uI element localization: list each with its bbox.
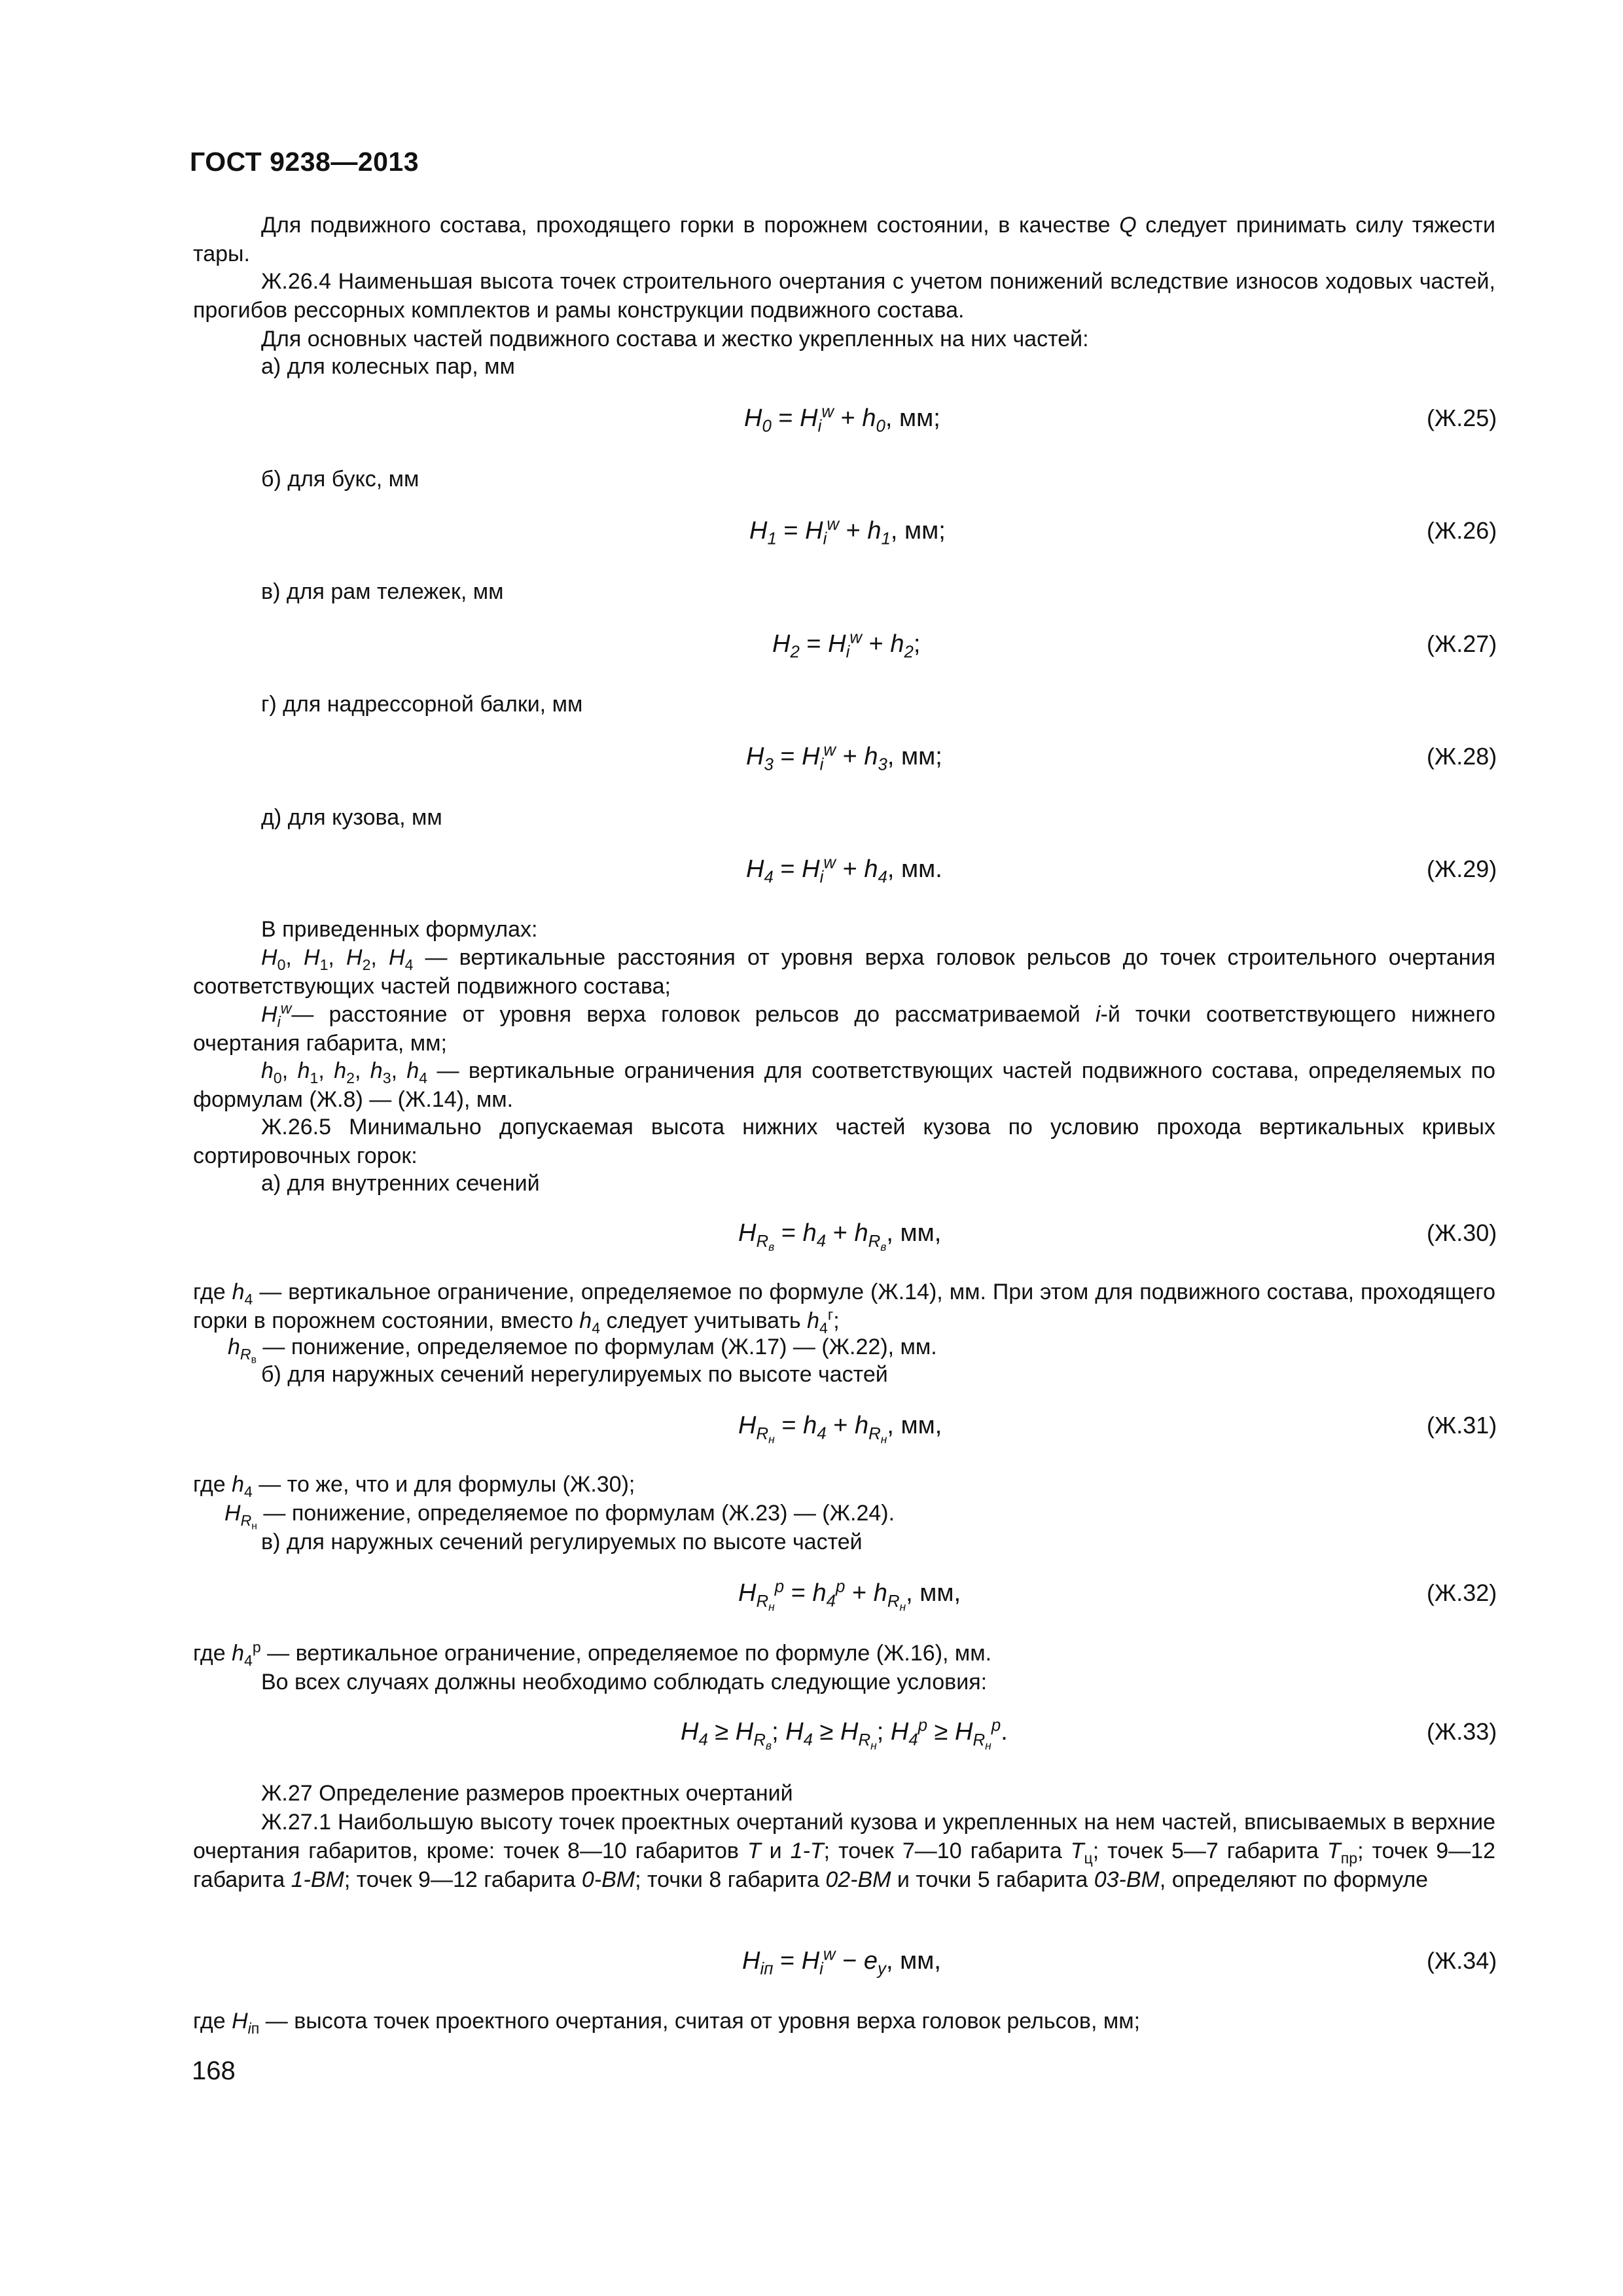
heading-27: Ж.27 Определение размеров проектных очертаний: [261, 1781, 793, 1806]
formula-label-zh26: (Ж.26): [1427, 517, 1497, 544]
where-zh34: где $H_{iп}$ — высота точек проектного очертания, считая от уровня верха головок рельсов, мм;: [193, 2009, 1141, 2037]
formula-zh30: $H_{R_в} = h_4 + h_{R_в}$, мм,: [738, 1219, 942, 1253]
item-v-outer-adjustable: в) для наружных сечений регулируемых по высоте частей: [261, 1530, 863, 1554]
item-g-bolster: г) для надрессорной балки, мм: [261, 692, 583, 717]
formula-zh33: $H_4 \ge H_{R_в}$; $H_4 \ge H_{R_н}$; $H_4^р \ge H_{R_н}^р$.: [681, 1716, 1008, 1752]
formula-zh31: $H_{R_н} = h_4 + h_{R_н}$, мм,: [738, 1412, 942, 1446]
formula-label-zh29: (Ж.29): [1427, 855, 1497, 882]
formula-label-zh32: (Ж.32): [1427, 1579, 1497, 1606]
formula-zh34: $H_{iп} = H_i^w - e_y$, мм,: [742, 1945, 941, 1979]
formula-zh28: $H_3 = H_i^w + h_3$, мм;: [746, 741, 942, 774]
formula-label-zh30: (Ж.30): [1427, 1219, 1497, 1246]
formula-label-zh28: (Ж.28): [1427, 743, 1497, 770]
formula-label-zh27: (Ж.27): [1427, 630, 1497, 657]
item-v-bogie-frames: в) для рам тележек, мм: [261, 579, 504, 604]
paragraph-conditions: Во всех случаях должны необходимо соблюдать следующие условия:: [261, 1670, 988, 1695]
paragraph-tare: Для подвижного состава, проходящего горки в порожнем состоянии, в качестве Q следует принимать силу тяжести тары.: [193, 213, 1495, 266]
item-b-axleboxes: б) для букс, мм: [261, 467, 419, 492]
formula-label-zh34: (Ж.34): [1427, 1947, 1497, 1974]
paragraph-27-1: Ж.27.1 Наибольшую высоту точек проектных очертаний кузова и укрепленных на нем частей, вписываемых в верхние очертания габаритов, кроме: точек 8—10 габаритов Т и 1-Т; точек 7—10 габарита $Т_ц$; точек 5—7 габарита $Т_{пр}$; точек 9—12 габарита 1-ВМ; точек 9—12 габарита 0-ВМ; точки 8 габарита 02-ВМ и точки 5 габарита 03-ВМ, определяют по формуле: [193, 1810, 1496, 1892]
document-header: ГОСТ 9238—2013: [190, 147, 419, 177]
definition-h: $h_0$, $h_1$, $h_2$, $h_3$, $h_4$ — вертикальные ограничения для соответствующих частей подвижного состава, определяемых по формулам (Ж.8) — (Ж.14), мм.: [193, 1058, 1495, 1112]
where-intro: В приведенных формулах:: [261, 917, 538, 942]
page-number: 168: [192, 2056, 236, 2085]
definition-Hw: $H_i^w—$ расстояние от уровня верха головок рельсов до рассматриваемой i-й точки соответствующего нижнего очертания габарита, мм;: [193, 999, 1496, 1056]
where-zh30-hR: $h_{R_в}$ — понижение, определяемое по формулам (Ж.17) — (Ж.22), мм.: [228, 1335, 937, 1366]
definition-H: $H_0$, $H_1$, $H_2$, $H_4$ — вертикальные расстояния от уровня верха головок рельсов до точек строительного очертания соответствующих частей подвижного состава;: [193, 945, 1495, 999]
formula-zh32: $H_{R_н}^р = h_4^р + h_{R_н}$, мм,: [738, 1577, 961, 1613]
formula-zh27: $H_2 = H_i^w + h_2$;: [772, 628, 921, 662]
item-a-wheelsets: а) для колесных пар, мм: [261, 354, 515, 379]
paragraph-26-4: Ж.26.4 Наименьшая высота точек строительного очертания с учетом понижений вследствие износов ходовых частей, прогибов рессорных комплектов и рамы конструкции подвижного состава.: [193, 269, 1495, 323]
where-zh30: где $h_4$ — вертикальное ограничение, определяемое по формуле (Ж.14), мм. При этом для подвижного состава, проходящего горки в порожнем состоянии, вместо $h_4$ следует учитывать $h_4^г$;: [193, 1280, 1495, 1336]
where-zh31-HR: $H_{R_н}$ — понижение, определяемое по формулам (Ж.23) — (Ж.24).: [224, 1501, 895, 1532]
paragraph-26-5: Ж.26.5 Минимально допускаемая высота нижних частей кузова по условию прохода вертикальных кривых сортировочных горок:: [193, 1115, 1495, 1168]
where-zh31: где $h_4$ — то же, что и для формулы (Ж.30);: [193, 1472, 635, 1500]
item-d-body: д) для кузова, мм: [261, 805, 442, 830]
formula-zh29: $H_4 = H_i^w + h_4$, мм.: [746, 853, 942, 887]
paragraph-main-parts: Для основных частей подвижного состава и жестко укрепленных на них частей:: [261, 327, 1089, 351]
where-zh32: где $h_4^р$ — вертикальное ограничение, определяемое по формуле (Ж.16), мм.: [193, 1638, 992, 1669]
formula-label-zh33: (Ж.33): [1427, 1718, 1497, 1745]
item-a-inner-sections: а) для внутренних сечений: [261, 1171, 540, 1196]
item-b-outer-nonadjustable: б) для наружных сечений нерегулируемых по высоте частей: [261, 1362, 888, 1387]
formula-zh26: $H_1 = H_i^w + h_1$, мм;: [749, 515, 946, 548]
formula-zh25: $H_0 = H_i^w + h_0$, мм;: [744, 403, 940, 436]
formula-label-zh25: (Ж.25): [1427, 404, 1497, 431]
formula-label-zh31: (Ж.31): [1427, 1412, 1497, 1439]
